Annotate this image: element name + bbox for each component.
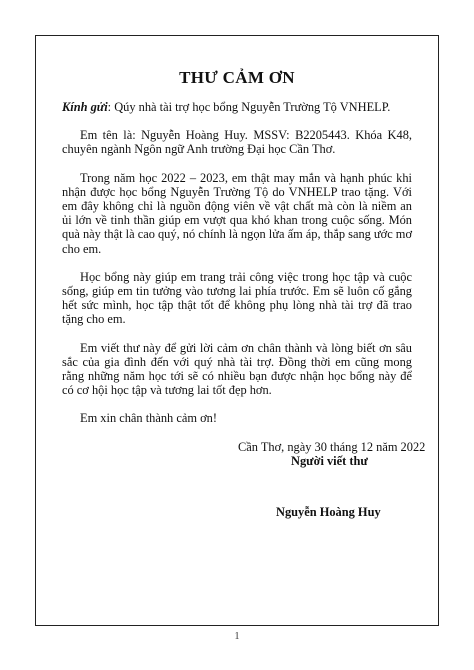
letter-title: THƯ CẢM ƠN xyxy=(179,68,295,87)
page-number: 1 xyxy=(234,631,240,642)
greeting-text: : Qúy nhà tài trợ học bổng Nguyễn Trường Tộ VNHELP. xyxy=(107,100,391,114)
greeting-label: Kính gửi xyxy=(62,100,108,114)
place-date: Cần Thơ, ngày 30 tháng 12 năm 2022 xyxy=(238,440,426,454)
signature-block xyxy=(238,440,438,468)
writer-label: Người viết thư xyxy=(291,454,368,469)
closing-line: Em xin chân thành cảm ơn! xyxy=(80,411,217,426)
paragraph-commitment: Học bổng này giúp em trang trải công việc trong học tập và cuộc sống, giúp em tin tưởng vào tương lai phía trước. Em sẽ luôn cố gắng hết sức mình, học tập thật tốt để không phụ lòng nhà tài trợ đã trao tặng cho em. xyxy=(62,269,412,327)
paragraph-introduction: Em tên là: Nguyễn Hoàng Huy. MSSV: B2205443. Khóa K48, chuyên ngành Ngôn ngữ Anh trường Đại học Cần Thơ. xyxy=(62,128,412,157)
writer-name: Nguyễn Hoàng Huy xyxy=(276,505,381,519)
paragraph-gratitude: Em viết thư này để gửi lời cảm ơn chân thành và lòng biết ơn sâu sắc của gia đình đến với quý nhà tài trợ. Đồng thời em cũng mong rằng những năm học tới sẽ có nhiều bạn được nhận học bổng này để có cơ hội học tập và tương lai tốt đẹp hơn. xyxy=(62,340,412,398)
paragraph-scholarship: Trong năm học 2022 – 2023, em thật may mắn và hạnh phúc khi nhận được học bổng Nguyễn Trường Tộ do VNHELP trao tặng. Với em đây không chỉ là nguồn động viên về vật chất mà còn là niềm an ủi lớn về tinh thần giúp em vượt qua khó khan trong cuộc sống. Món quà này thật là cao quý, nó chính là ngọn lửa ấm áp, thắp sang ước mơ cho em. xyxy=(62,170,412,256)
greeting-line xyxy=(62,100,412,114)
letter-body xyxy=(62,62,412,444)
